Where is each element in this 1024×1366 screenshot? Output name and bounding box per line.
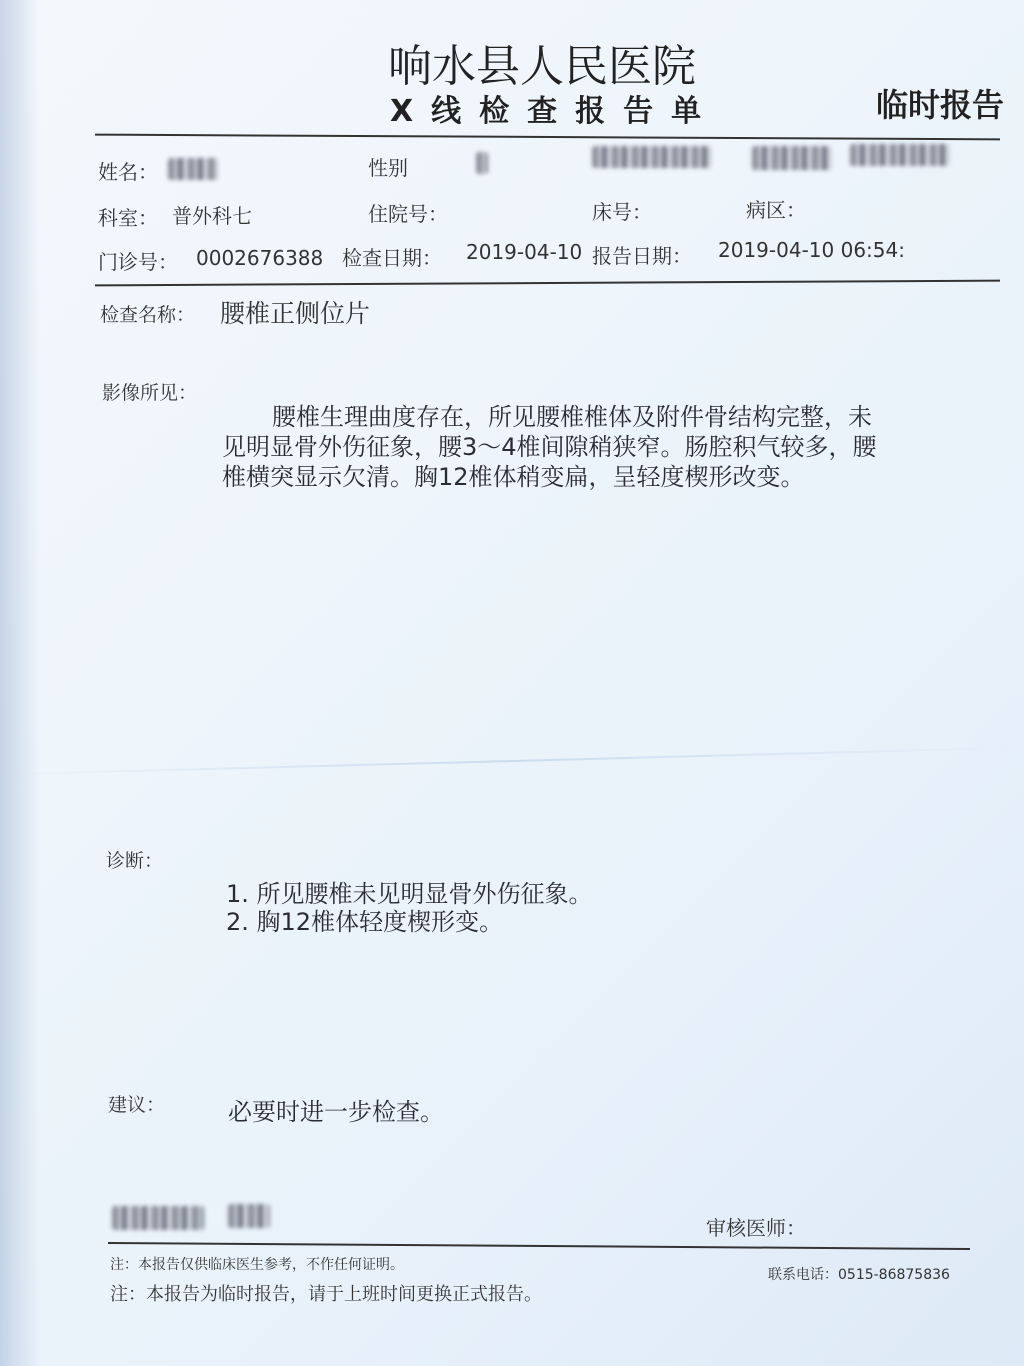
findings-label: 影像所见： xyxy=(102,382,198,404)
findings-line: 见明显骨外伤征象，腰3～4椎间隙稍狭窄。肠腔积气较多，腰 xyxy=(222,433,877,461)
info-redacted-2 xyxy=(752,146,832,170)
inpatient-no-label: 住院号： xyxy=(368,202,448,226)
name-redacted xyxy=(168,158,218,180)
hospital-name: 响水县人民医院 xyxy=(388,41,696,92)
bed-no-label: 床号： xyxy=(592,200,652,224)
gender-label: 性别 xyxy=(368,156,408,180)
reviewer-label: 审核医师： xyxy=(706,1216,806,1240)
advice-value: 必要时进一步检查。 xyxy=(228,1098,444,1126)
diagnosis-label: 诊断： xyxy=(106,850,164,872)
diagnosis-item: 2. 胸12椎体轻度楔形变。 xyxy=(226,908,504,936)
header-rule xyxy=(95,134,1000,141)
outpatient-no-label: 门诊号： xyxy=(98,250,178,274)
footer-note-2: 注：本报告为临时报告，请于上班时间更换正式报告。 xyxy=(110,1284,542,1305)
department-value: 普外科七 xyxy=(172,204,252,228)
info-redacted-1 xyxy=(592,146,712,168)
exam-date-value: 2019-04-10 xyxy=(466,240,583,264)
info-redacted-3 xyxy=(850,144,950,166)
gender-redacted xyxy=(476,152,488,174)
reporter-redacted-2 xyxy=(228,1204,270,1228)
report-date-label: 报告日期： xyxy=(592,244,692,268)
ward-label: 病区： xyxy=(746,198,806,222)
reporter-redacted xyxy=(112,1206,204,1230)
department-label: 科室： xyxy=(98,206,158,230)
paper-fold xyxy=(0,747,1024,776)
contact-phone: 联系电话：0515-86875836 xyxy=(768,1267,950,1283)
findings-text xyxy=(222,402,992,492)
findings-line: 腰椎生理曲度存在，所见腰椎椎体及附件骨结构完整，未 xyxy=(272,403,872,431)
advice-label: 建议： xyxy=(108,1094,166,1116)
report-date-value: 2019-04-10 06:54: xyxy=(718,238,905,262)
footer-rule xyxy=(108,1242,970,1250)
temporary-report-label: 临时报告 xyxy=(876,86,1005,124)
report-title: X线检查报告单 xyxy=(390,94,720,129)
diagnosis-item: 1. 所见腰椎未见明显骨外伤征象。 xyxy=(226,880,593,908)
name-label: 姓名： xyxy=(98,160,158,184)
findings-line: 椎横突显示欠清。胸12椎体稍变扁，呈轻度楔形改变。 xyxy=(222,463,805,491)
exam-name-label: 检查名称： xyxy=(100,304,196,326)
exam-name-value: 腰椎正侧位片 xyxy=(220,299,371,328)
exam-date-label: 检查日期： xyxy=(342,246,442,270)
info-rule xyxy=(95,280,1000,287)
paper-shadow xyxy=(0,0,40,1366)
footer-note-1: 注：本报告仅供临床医生参考，不作任何证明。 xyxy=(110,1257,404,1273)
outpatient-no-value: 0002676388 xyxy=(196,246,324,270)
